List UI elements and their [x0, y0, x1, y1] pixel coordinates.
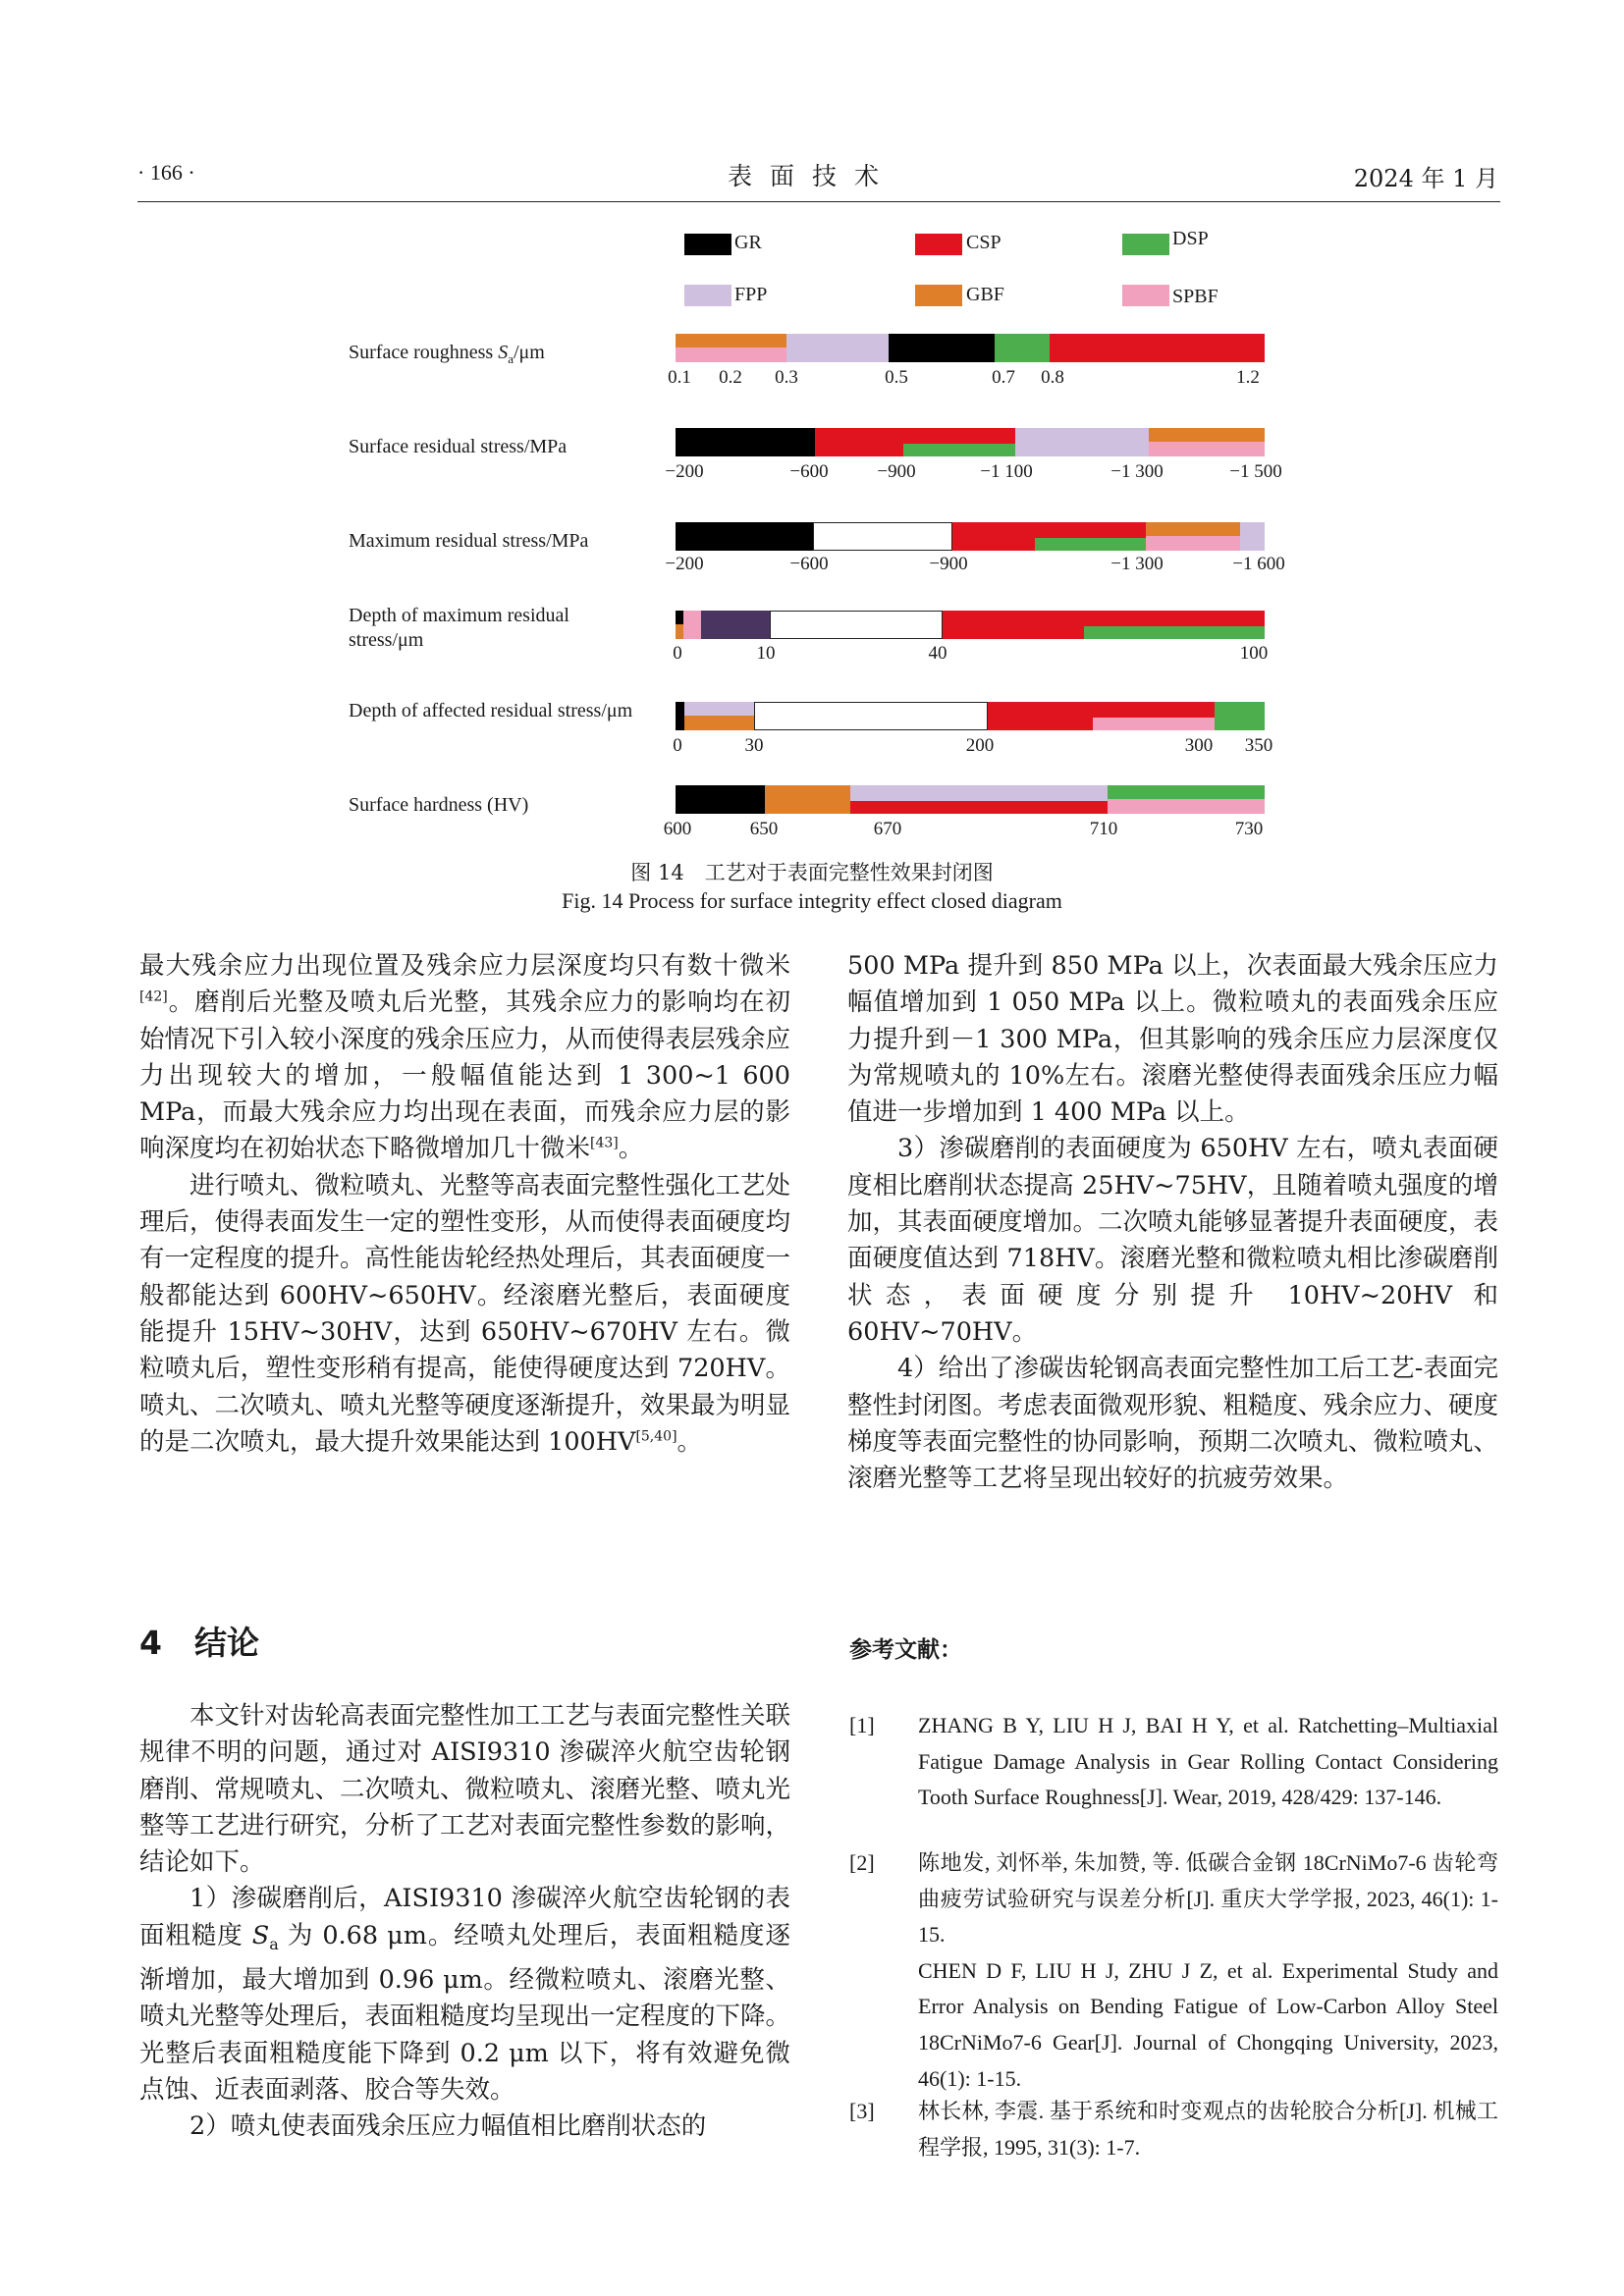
references-title: 参考文献： — [849, 1637, 962, 1663]
figure-caption-cn: 图 14 工艺对于表面完整性效果封闭图 — [630, 861, 994, 884]
reference-item-3: [3] 林长林, 李震. 基于系统和时变观点的齿轮胶合分析[J]. 机械工程学报, 1995, 31(3): 1-7. — [849, 2099, 1498, 2160]
surface-stress-tick: −1 300 — [1110, 461, 1164, 482]
roughness-bar-gbf — [676, 334, 786, 347]
roughness-bar-gr — [889, 334, 995, 362]
surface-stress-tick: −600 — [789, 461, 829, 482]
conclusion-text — [139, 1698, 790, 2146]
depth-affected-tick: 200 — [965, 735, 995, 756]
legend-label-csp: CSP — [966, 232, 1001, 253]
max-stress-bar-gr — [676, 522, 813, 551]
legend-label-gbf: GBF — [966, 284, 1004, 305]
depth-max-bar-gbf — [676, 624, 683, 639]
legend-label-dsp: DSP — [1172, 228, 1209, 249]
hardness-tick: 730 — [1234, 819, 1264, 839]
right-column-text — [847, 948, 1498, 1497]
max-stress-bar-gap — [813, 522, 952, 551]
conclusion-item-1: 1）渗碳磨削后，AISI9310 渗碳淬火航空齿轮钢的表面粗糙度 $S_a$ 为 0.68 μm。经喷丸处理后，表面粗糙度逐渐增加，最大增加到 0.96 μm。经微粒喷丸、滚磨光整、喷丸光整等处理后，表面粗糙度均呈现出一定程度的下降。光整后表面粗糙度能下降到 0.2 μm 以下，将有效避免微点蚀、近表面剥落、胶合等失效。 — [139, 1884, 791, 2106]
journal-title: 表面技术 — [727, 162, 896, 190]
max-stress-bar-csp — [952, 522, 1146, 538]
max-stress-bar-csp-low — [952, 538, 1035, 551]
hardness-tick: 600 — [663, 819, 692, 839]
legend-swatch-dsp — [1122, 234, 1169, 255]
roughness-tick: 0.8 — [1041, 367, 1064, 388]
depth-max-bar-gap — [770, 611, 943, 639]
depth-affected-bar-gap — [754, 702, 988, 730]
conclusion-item-2-cont: 500 MPa 提升到 850 MPa 以上，次表面最大残余压应力幅值增加到 1 050 MPa 以上。微粒喷丸的表面残余压应力提升到－1 300 MPa，但其影响的残余压应力层深度仅为常规喷丸的 10%左右。滚磨光整使得表面残余压应力幅值进一步增加到 1 400 MPa 以上。 — [847, 951, 1498, 1128]
depth-max-tick: 0 — [673, 643, 682, 664]
reference-item-2: [2] 陈地发, 刘怀举, 朱加赞, 等. 低碳合金钢 18CrNiMo7-6 齿轮弯曲疲劳试验研究与误差分析[J]. 重庆大学学报, 2023, 46(1): 1-15. CHEN D F, LIU H J, ZHU J Z, et al. Experimental Study and Error Analysis on Bending Fatigue of Low-Carbon Alloy Steel 18CrNiMo7-6 Gear[J]. Journal of Chongqing University, 2023, 46(1): 1-15. — [849, 1850, 1498, 2091]
surface-stress-bar-spbf — [1149, 442, 1265, 456]
surface-stress-tick: −1 100 — [980, 461, 1033, 482]
hardness-tick: 650 — [749, 819, 779, 839]
legend-swatch-gbf — [915, 285, 962, 306]
figure-14 — [0, 0, 1624, 933]
depth-max-tick: 100 — [1239, 643, 1269, 664]
depth-affected-bar-gr — [676, 702, 684, 730]
conclusion-item-3: 3）渗碳磨削的表面硬度为 650HV 左右，喷丸表面硬度相比磨削状态提高 25HV~75HV，且随着喷丸强度的增加，其表面硬度增加。二次喷丸能够显著提升表面硬度，表面硬度值达到 718HV。滚磨光整和微粒喷丸相比渗碳磨削状态，表面硬度分别提升 10HV~20HV 和 60HV~70HV。 — [847, 1134, 1499, 1347]
issue-date: 2024 年 1 月 — [1353, 165, 1498, 192]
legend-label-spbf: SPBF — [1172, 286, 1218, 307]
max-stress-bar-gbf — [1146, 522, 1240, 536]
depth-max-bar-gr — [676, 611, 683, 624]
max-stress-bar-dsp — [1035, 538, 1146, 551]
depth-affected-bar-dsp — [1215, 702, 1265, 730]
legend-swatch-spbf — [1122, 285, 1169, 306]
hardness-bar-dsp — [1108, 785, 1265, 799]
depth-affected-tick: 0 — [673, 735, 682, 756]
row-label-max-stress: Maximum residual stress/MPa — [349, 530, 589, 552]
row-label-roughness: Surface roughness $S_a/\mu m$ — [349, 342, 545, 366]
roughness-tick: 0.3 — [775, 367, 798, 388]
max-stress-tick: −1 600 — [1232, 554, 1285, 574]
roughness-bar-fpp — [786, 334, 889, 362]
figure-caption-en: Fig. 14 Process for surface integrity effect closed diagram — [562, 888, 1062, 913]
roughness-bar-dsp — [995, 334, 1050, 362]
depth-max-bar-csp-low — [943, 626, 1084, 639]
legend-swatch-csp — [915, 234, 962, 255]
depth-max-tick: 10 — [756, 643, 776, 664]
surface-stress-tick: −200 — [665, 461, 704, 482]
depth-affected-tick: 350 — [1244, 735, 1273, 756]
roughness-tick: 1.2 — [1236, 367, 1260, 388]
depth-affected-bar-spbf — [1093, 718, 1215, 730]
surface-stress-bar-dsp — [903, 444, 1015, 456]
hardness-bar-spbf — [1108, 799, 1265, 814]
surface-stress-tick: −1 500 — [1229, 461, 1282, 482]
hardness-bar-gr — [676, 785, 765, 814]
legend-swatch-fpp — [684, 285, 731, 306]
depth-affected-tick: 30 — [744, 735, 764, 756]
roughness-tick: 0.2 — [719, 367, 742, 388]
depth-max-bar-spbf — [683, 611, 701, 639]
hardness-bar-csp — [850, 801, 1108, 814]
roughness-bar-spbf — [676, 347, 786, 362]
hardness-tick: 710 — [1089, 819, 1118, 839]
surface-stress-bar-fpp — [1015, 428, 1149, 456]
section-heading-conclusion: 4 结论 — [139, 1624, 259, 1662]
row-label-depth-affected: Depth of affected residual stress/μm — [349, 700, 633, 721]
depth-max-bar-fpp — [701, 611, 770, 639]
legend-label-fpp: FPP — [734, 284, 768, 305]
row-label-surface-stress: Surface residual stress/MPa — [349, 436, 568, 457]
max-stress-tick: −1 300 — [1110, 554, 1164, 574]
max-stress-tick: −200 — [665, 554, 704, 574]
roughness-tick: 0.7 — [992, 367, 1015, 388]
paragraph-residual-stress: 最大残余应力出现位置及残余应力层深度均只有数十微米[42]。磨削后光整及喷丸后光整，其残余应力的影响均在初始情况下引入较小深度的残余压应力，从而使得表层残余应力出现较大的增加，一般幅值能达到 1 300~1 600 MPa，而最大残余应力均出现在表面，而残余应力层的影响深度均在初始状态下略微增加几十微米[43]。 — [139, 951, 791, 1164]
paragraph-hardness: 进行喷丸、微粒喷丸、光整等高表面完整性强化工艺处理后，使得表面发生一定的塑性变形，从而使得表面硬度均有一定程度的提升。高性能齿轮经热处理后，其表面硬度一般都能达到 600HV~650HV。经滚磨光整后，表面硬度能提升 15HV~30HV，达到 650HV~670HV 左右。微粒喷丸后，塑性变形稍有提高，能使得硬度达到 720HV。喷丸、二次喷丸、喷丸光整等硬度逐渐提升，效果最为明显的是二次喷丸，最大提升效果能达到 100HV[5,40]。 — [139, 1170, 791, 1457]
max-stress-bar-spbf — [1146, 536, 1240, 551]
surface-stress-tick: −900 — [877, 461, 916, 482]
conclusion-intro: 本文针对齿轮高表面完整性加工工艺与表面完整性关联规律不明的问题，通过对 AISI9310 渗碳淬火航空齿轮钢磨削、常规喷丸、二次喷丸、微粒喷丸、滚磨光整、喷丸光整等工艺进行研究，分析了工艺对表面完整性参数的影响，结论如下。 — [139, 1701, 791, 1878]
legend-swatch-gr — [684, 234, 731, 255]
row-label-hardness: Surface hardness (HV) — [349, 794, 529, 816]
hardness-bar-fpp — [850, 785, 1108, 801]
hardness-bar-gbf — [765, 785, 850, 814]
row-label-depth-max: Depth of maximum residual stress/μm — [349, 605, 569, 651]
depth-max-bar-dsp — [1084, 626, 1265, 639]
roughness-tick: 0.1 — [668, 367, 691, 388]
page-number: · 166 · — [137, 160, 195, 185]
max-stress-tick: −900 — [929, 554, 968, 574]
surface-stress-bar-csp — [815, 428, 1015, 444]
depth-affected-tick: 300 — [1184, 735, 1214, 756]
conclusion-item-4: 4）给出了渗碳齿轮钢高表面完整性加工后工艺-表面完整性封闭图。考虑表面微观形貌、粗糙度、残余应力、硬度梯度等表面完整性的协同影响，预期二次喷丸、微粒喷丸、滚磨光整等工艺将呈现出较好的抗疲劳效果。 — [847, 1354, 1499, 1494]
depth-max-tick: 40 — [928, 643, 947, 664]
left-column-text — [139, 948, 790, 1461]
depth-affected-bar-gbf — [684, 716, 754, 730]
surface-stress-bar-gr — [676, 428, 815, 456]
surface-stress-bar-gbf — [1149, 428, 1265, 442]
conclusion-item-2-start: 2）喷丸使表面残余压应力幅值相比磨削状态的 — [189, 2111, 707, 2142]
max-stress-bar-fpp — [1240, 522, 1265, 551]
depth-affected-bar-csp — [988, 702, 1215, 718]
reference-item-1: [1] ZHANG B Y, LIU H J, BAI H Y, et al. Ratchetting–Multiaxial Fatigue Damage Analysis in Gear Rolling Contact Considering Tooth Surface Roughness[J]. Wear, 2019, 428/429: 137-146. — [849, 1713, 1498, 1810]
surface-stress-bar-csp-low — [815, 444, 903, 456]
depth-affected-bar-csp-low — [988, 718, 1093, 730]
legend-label-gr: GR — [734, 232, 762, 253]
depth-max-bar-csp — [943, 611, 1265, 626]
roughness-bar-csp — [1050, 334, 1265, 362]
max-stress-tick: −600 — [789, 554, 829, 574]
depth-affected-bar-fpp — [684, 702, 754, 716]
hardness-tick: 670 — [873, 819, 902, 839]
roughness-tick: 0.5 — [885, 367, 908, 388]
